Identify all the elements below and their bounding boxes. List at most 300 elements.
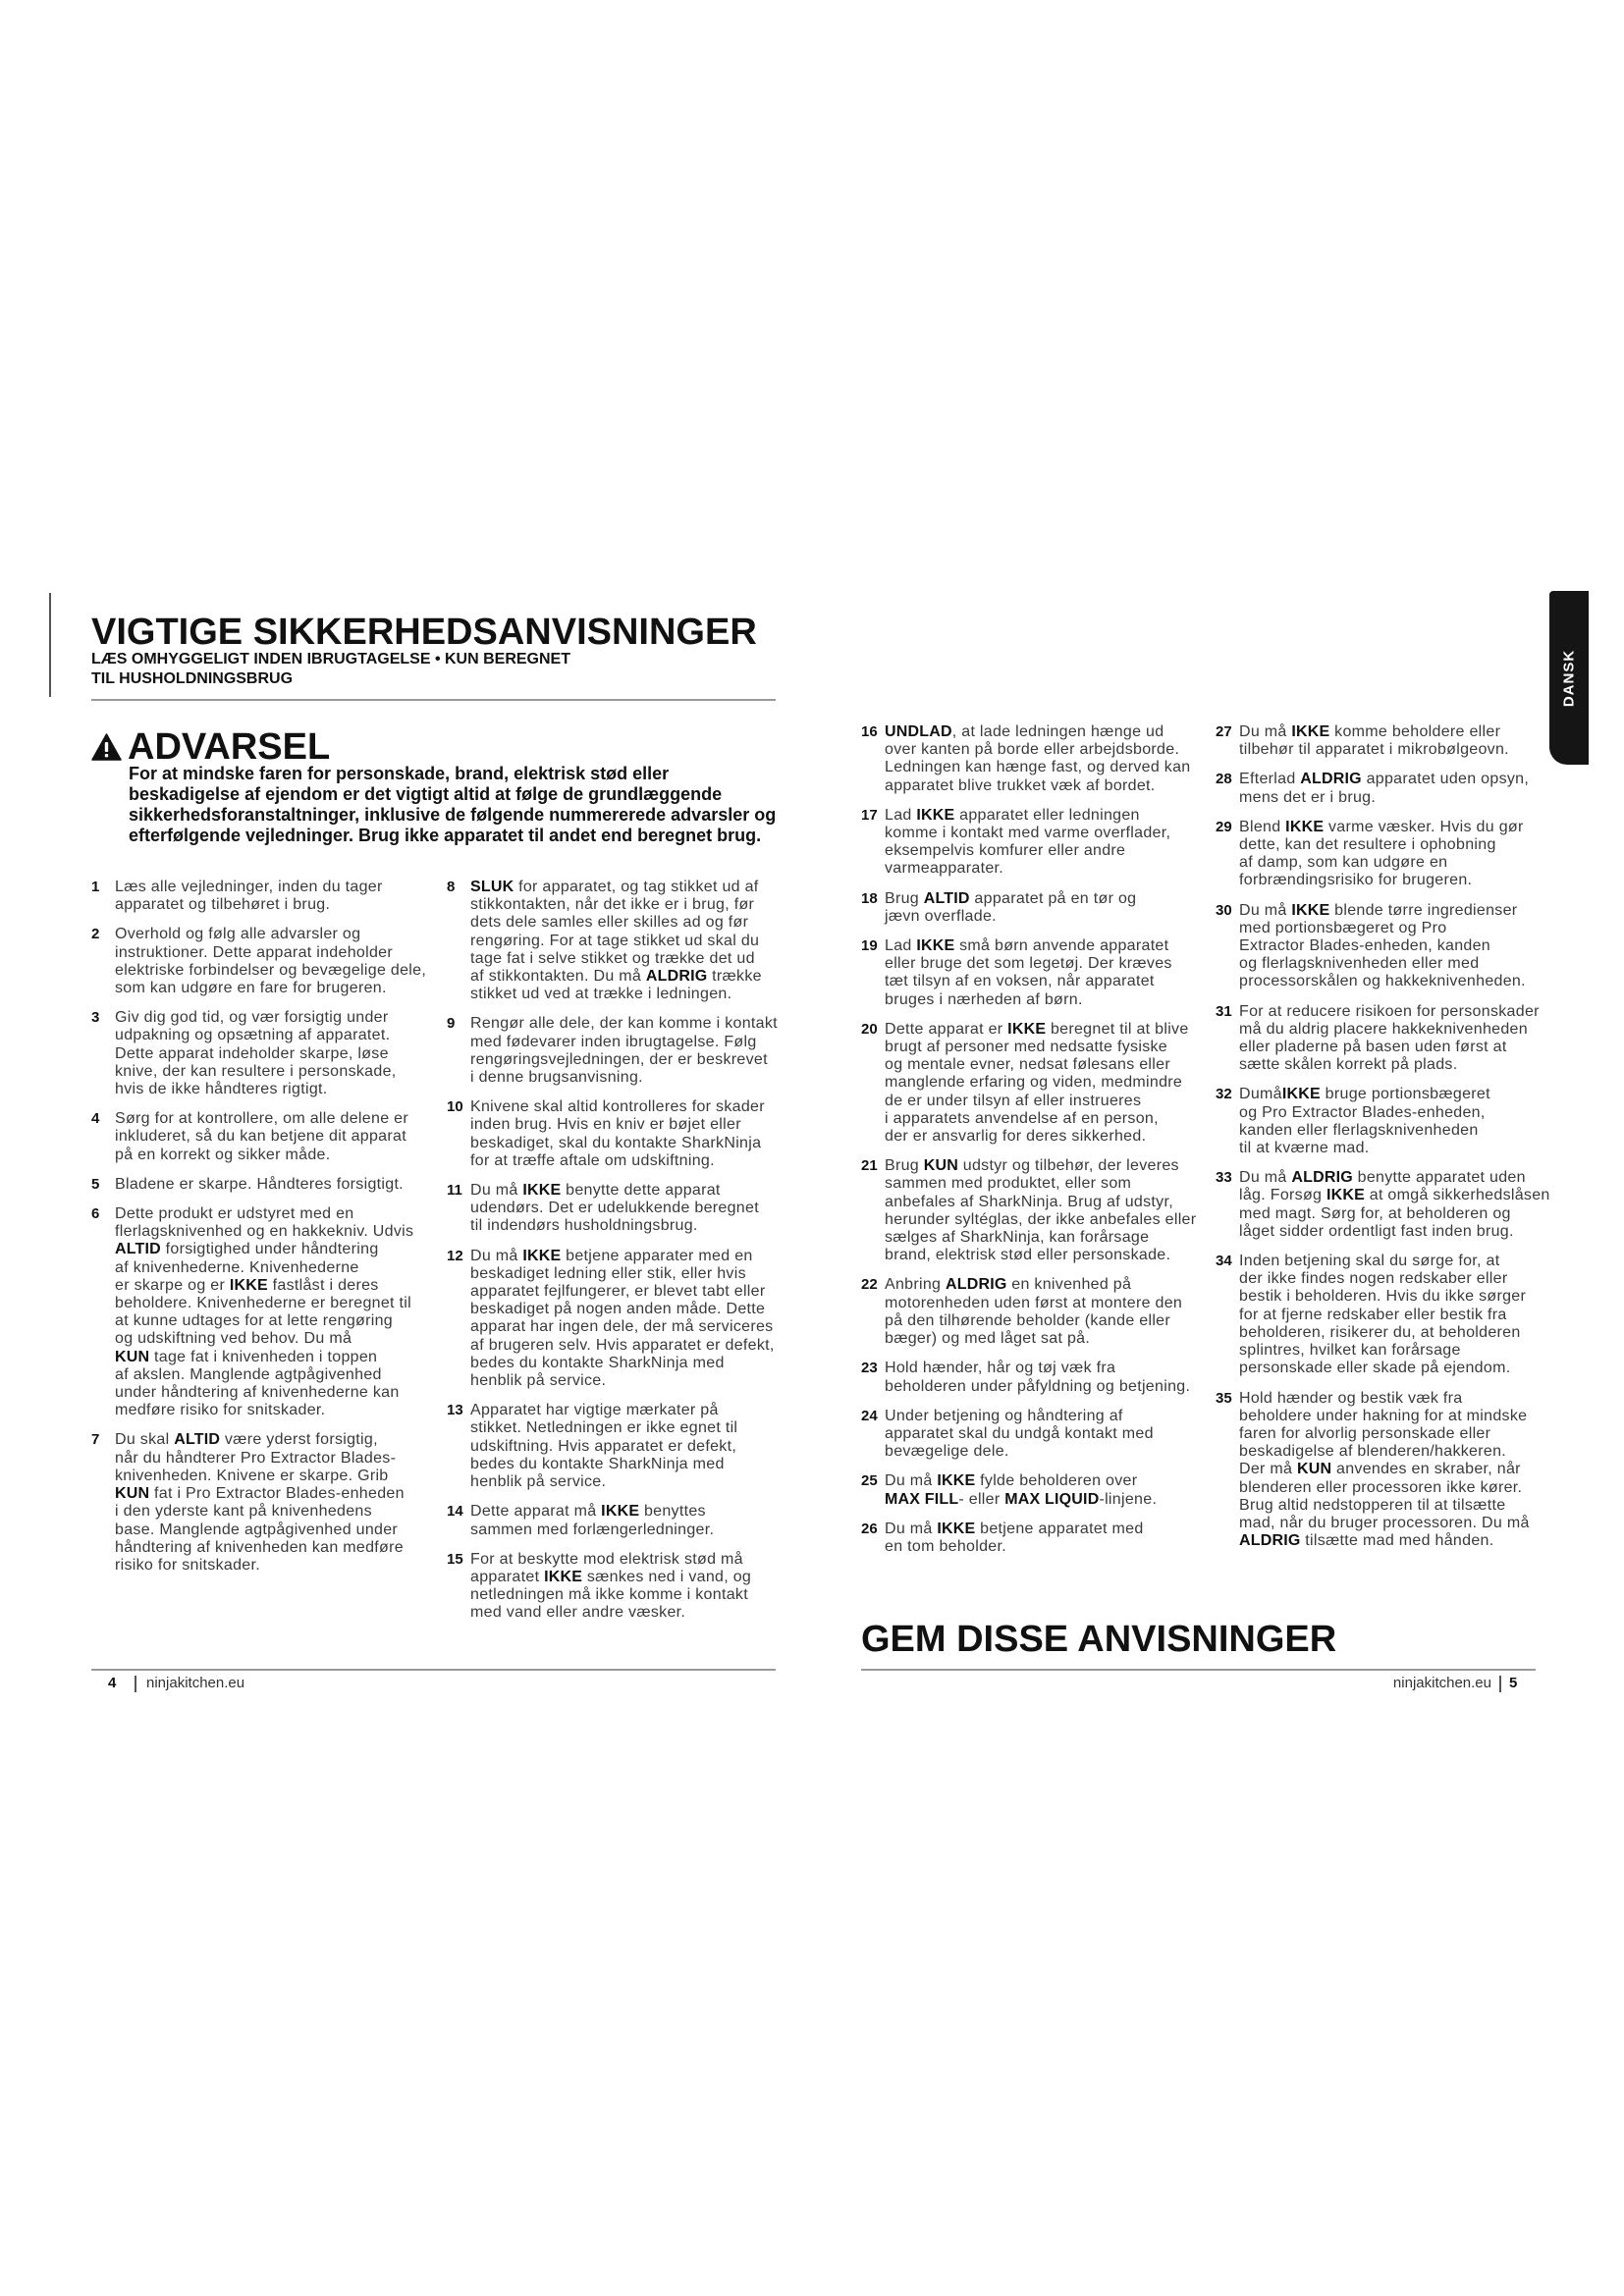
language-tab-label: DANSK <box>1560 649 1578 707</box>
item-line: Dette apparat må IKKE benyttes <box>470 1503 706 1521</box>
item-number: 3 <box>91 1009 100 1027</box>
item-line: Hold hænder, hår og tøj væk fra <box>885 1360 1116 1377</box>
emphasis-word: IKKE <box>522 1247 562 1264</box>
item-line: anbefales af SharkNinja. Brug af udstyr, <box>885 1193 1173 1210</box>
emphasis-word: IKKE <box>1285 818 1325 835</box>
emphasis-word: ALTID <box>923 889 970 907</box>
emphasis-word: ALTID <box>115 1241 161 1258</box>
item-line: brand, elektrisk stød eller personskade. <box>885 1247 1171 1264</box>
safety-item <box>1216 1169 1550 1241</box>
item-line: base. Manglende agtpågivenhed under <box>115 1521 399 1538</box>
emphasis-word: MAX LIQUID <box>1004 1490 1100 1508</box>
item-line: varmeapparater. <box>885 860 1004 878</box>
item-line: UNDLAD, at lade ledningen hænge ud <box>885 723 1164 740</box>
item-line: henblik på service. <box>470 1473 607 1491</box>
item-number: 1 <box>91 879 100 895</box>
page-number-left: 4 <box>108 1675 117 1691</box>
item-line: og flerlagsknivenheden eller med <box>1239 955 1480 973</box>
item-line: udskiftning. Hvis apparatet er defekt, <box>470 1437 737 1455</box>
item-line: Under betjening og håndtering af <box>885 1407 1123 1424</box>
safety-item <box>91 879 420 914</box>
item-line: Efterlad ALDRIG apparatet uden opsyn, <box>1239 771 1530 788</box>
item-number: 30 <box>1216 901 1232 919</box>
item-line: beskadiget, skal du kontakte SharkNinja <box>470 1134 762 1151</box>
item-line: Du må IKKE fylde beholderen over <box>885 1472 1138 1490</box>
safety-item <box>861 1408 1190 1462</box>
item-line: Blend IKKE varme væsker. Hvis du gør <box>1239 818 1524 835</box>
emphasis-word: KUN <box>115 1485 150 1503</box>
item-line: flerlagsknivenhed og en hakkekniv. Udvis <box>115 1223 414 1241</box>
item-text <box>115 1110 408 1164</box>
safety-item <box>91 1110 420 1164</box>
item-line: mens det er i brug. <box>1239 788 1377 806</box>
item-line: af akslen. Manglende agtpågivenhed <box>115 1365 382 1383</box>
emphasis-word: IKKE <box>601 1503 640 1521</box>
item-line: Dette apparat er IKKE beregnet til at blive <box>885 1020 1189 1038</box>
instructions-column-2 <box>447 879 776 1634</box>
item-number: 13 <box>447 1402 463 1419</box>
item-line: over kanten på borde eller arbejdsborde. <box>885 741 1180 759</box>
item-line: netledningen må ikke komme i kontakt <box>470 1586 748 1604</box>
page-title: VIGTIGE SIKKERHEDSANVISNINGER <box>91 612 757 653</box>
item-number: 16 <box>861 723 878 740</box>
warning-line: For at mindske faren for personskade, brand, elektrisk stød eller <box>129 764 670 783</box>
item-number: 11 <box>447 1182 462 1200</box>
item-line: bedes du kontakte SharkNinja med <box>470 1455 725 1472</box>
item-text <box>470 1551 751 1623</box>
item-line: inden brug. Hvis en kniv er bøjet eller <box>470 1116 741 1134</box>
item-text <box>470 879 762 1003</box>
warning-line: sikkerhedsforanstaltninger, inklusive de følgende nummererede advarsler og <box>129 805 777 825</box>
item-text <box>885 1521 1144 1556</box>
item-line: Brug KUN udstyr og tilbehør, der leveres <box>885 1157 1179 1175</box>
safety-item <box>447 1098 776 1170</box>
item-line: instruktioner. Dette apparat indeholder <box>115 943 393 961</box>
item-line: apparatet blive trukket væk af bordet. <box>885 776 1156 794</box>
item-line: bevægelige dele. <box>885 1443 1009 1461</box>
emphasis-word: UNDLAD <box>885 723 952 740</box>
item-text <box>1239 819 1524 890</box>
item-text <box>470 1503 714 1538</box>
item-line: med vand eller andre væsker. <box>470 1604 686 1622</box>
item-line: beskadiget ledning eller stik, eller hvis <box>470 1264 746 1282</box>
item-line: og udskiftning ved behov. Du må <box>115 1330 352 1348</box>
item-number: 17 <box>861 806 878 824</box>
item-number: 20 <box>861 1020 878 1038</box>
item-number: 7 <box>91 1431 100 1449</box>
item-line: komme i kontakt med varme overflader, <box>885 825 1171 842</box>
footer-divider-left <box>91 1669 776 1671</box>
emphasis-word: IKKE <box>1007 1020 1047 1038</box>
item-line: kanden eller flerlagsknivenheden <box>1239 1121 1479 1139</box>
item-number: 8 <box>447 879 456 895</box>
emphasis-word: IKKE <box>916 806 955 824</box>
item-line: og mentale evner, nedsat følesans eller <box>885 1056 1170 1074</box>
item-line: beskadiget på nogen anden måde. Dette <box>470 1301 766 1318</box>
item-line: låget sidder ordentligt fast inden brug. <box>1239 1222 1514 1240</box>
item-number: 9 <box>447 1015 456 1033</box>
emphasis-word: IKKE <box>937 1472 976 1490</box>
item-line: bæger) og med låget sat på. <box>885 1330 1091 1348</box>
safety-item <box>861 1472 1190 1508</box>
item-line: blenderen eller processoren ikke kører. <box>1239 1478 1523 1496</box>
item-line: hvis de ikke håndteres rigtigt. <box>115 1081 328 1098</box>
item-line: Lad IKKE apparatet eller ledningen <box>885 806 1140 824</box>
emphasis-word: IKKE <box>544 1568 583 1585</box>
item-line: og Pro Extractor Blades-enheden, <box>1239 1103 1486 1121</box>
safety-item <box>1216 771 1544 806</box>
item-text <box>1239 1390 1530 1551</box>
item-line: under håndtering af knivenhederne kan <box>115 1384 400 1402</box>
item-line: med fødevarer inden ibrugtagelse. Følg <box>470 1033 757 1050</box>
item-text <box>470 1248 775 1391</box>
safety-item <box>1216 819 1544 890</box>
item-line: apparatet IKKE sænkes ned i vand, og <box>470 1568 752 1585</box>
item-line: manglende erfaring og viden, medmindre <box>885 1074 1183 1092</box>
item-line: Overhold og følg alle advarsler og <box>115 926 361 943</box>
emphasis-word: IKKE <box>916 937 955 955</box>
item-text <box>1239 902 1526 991</box>
item-text <box>885 1408 1154 1462</box>
item-line: for at fjerne redskaber eller bestik fra <box>1239 1306 1507 1323</box>
item-line: på den tilhørende beholder (kande eller <box>885 1311 1170 1329</box>
warning-heading: ADVARSEL <box>128 726 331 768</box>
item-line: sælges af SharkNinja, kan forårsage <box>885 1229 1150 1247</box>
item-text <box>885 807 1170 879</box>
item-text <box>115 1009 397 1098</box>
item-line: låg. Forsøg IKKE at omgå sikkerhedslåsen <box>1239 1187 1550 1204</box>
emphasis-word: ALDRIG <box>946 1276 1007 1294</box>
item-text <box>1239 1086 1490 1157</box>
item-line: rengøring. For at tage stikket ud skal du <box>470 932 760 949</box>
item-line: eller bruge det som legetøj. Der kræves <box>885 955 1172 973</box>
item-line: når du håndterer Pro Extractor Blades- <box>115 1449 397 1467</box>
item-text <box>1239 1253 1526 1377</box>
instructions-column-3 <box>861 723 1197 1568</box>
item-line: bedes du kontakte SharkNinja med <box>470 1354 725 1371</box>
item-line: af damp, som kan udgøre en <box>1239 854 1448 872</box>
item-line: Dette apparat indeholder skarpe, løse <box>115 1044 389 1062</box>
item-text <box>115 879 383 914</box>
safety-item <box>447 1551 776 1623</box>
title-divider <box>91 699 776 701</box>
emphasis-word: IKKE <box>1291 723 1330 740</box>
item-text <box>470 1182 759 1236</box>
item-line: beholdere. Knivenhederne er beregnet til <box>115 1295 411 1312</box>
closing-heading: GEM DISSE ANVISNINGER <box>861 1619 1337 1660</box>
item-line: inkluderet, så du kan betjene dit apparat <box>115 1128 406 1146</box>
item-line: Apparatet har vigtige mærkater på <box>470 1402 719 1419</box>
footer-website-right: ninjakitchen.eu <box>1392 1675 1491 1691</box>
item-line: forbrændingsrisiko for brugeren. <box>1239 872 1473 889</box>
item-line: dette, kan det resultere i ophobning <box>1239 836 1496 854</box>
item-number: 18 <box>861 889 878 907</box>
item-text <box>1239 723 1509 759</box>
item-line: i denne brugsanvisning. <box>470 1069 643 1087</box>
item-line: Læs alle vejledninger, inden du tager <box>115 879 383 895</box>
emphasis-word: IKKE <box>937 1520 976 1537</box>
item-text <box>885 1157 1196 1264</box>
subtitle-line: TIL HUSHOLDNINGSBRUG <box>91 670 294 687</box>
emphasis-word: ALDRIG <box>1300 771 1362 788</box>
item-line: apparatet fejlfungerer, er blevet tabt eller <box>470 1283 766 1301</box>
safety-item <box>1216 902 1544 991</box>
item-number: 15 <box>447 1550 463 1568</box>
item-line: beskadigelse af blenderen/hakkeren. <box>1239 1443 1507 1461</box>
item-text <box>885 1276 1182 1348</box>
item-line: ALDRIG tilsætte mad med hånden. <box>1239 1532 1494 1550</box>
item-line: de er under tilsyn af eller instrueres <box>885 1092 1142 1109</box>
item-line: medføre risiko for snitskader. <box>115 1402 326 1419</box>
page-subtitle <box>91 650 570 689</box>
safety-item <box>91 1205 420 1419</box>
item-line: apparatet skal du undgå kontakt med <box>885 1424 1154 1442</box>
item-line: der ikke findes nogen redskaber eller <box>1239 1270 1508 1288</box>
item-number: 12 <box>447 1247 463 1264</box>
safety-item <box>447 1503 776 1538</box>
emphasis-word: IKKE <box>1281 1086 1321 1103</box>
item-line: der er ansvarlig for deres sikkerhed. <box>885 1128 1147 1146</box>
item-line: sammen med forlængerledninger. <box>470 1521 715 1538</box>
safety-item <box>861 1021 1190 1146</box>
safety-item <box>1216 1253 1544 1377</box>
item-line: Du må IKKE betjene apparatet med <box>885 1520 1144 1537</box>
safety-item <box>861 890 1190 926</box>
item-line: splintres, hvilket kan forårsage <box>1239 1342 1461 1360</box>
item-line: faren for alvorlig personskade eller <box>1239 1424 1491 1442</box>
item-line: Knivene skal altid kontrolleres for skader <box>470 1098 765 1116</box>
safety-item <box>1216 1003 1544 1075</box>
language-tab <box>1549 591 1589 765</box>
item-text <box>470 1098 765 1170</box>
item-line: elektriske forbindelser og bevægelige dele, <box>115 961 427 979</box>
item-number: 14 <box>447 1503 463 1521</box>
emphasis-word: ALTID <box>174 1431 221 1449</box>
item-line: knive, der kan resultere i personskade, <box>115 1062 397 1080</box>
item-line: motorenheden uden først at montere den <box>885 1294 1183 1311</box>
safety-item <box>861 1521 1190 1556</box>
item-line: Hold hænder og bestik væk fra <box>1239 1389 1463 1407</box>
item-line: knivenheden. Knivene er skarpe. Grib <box>115 1467 389 1484</box>
safety-item <box>861 807 1190 879</box>
item-line: Du må ALDRIG benytte apparatet uden <box>1239 1169 1526 1187</box>
emphasis-word: MAX FILL <box>885 1490 959 1508</box>
item-line: beholderen under påfyldning og betjening. <box>885 1377 1191 1395</box>
item-line: ALTID forsigtighed under håndtering <box>115 1241 379 1258</box>
item-line: mad, når du bruger processoren. Du må <box>1239 1514 1530 1531</box>
item-line: med portionsbægeret og Pro <box>1239 919 1447 936</box>
footer-website-left: ninjakitchen.eu <box>146 1675 245 1691</box>
item-line: dets dele samles eller skilles ad og før <box>470 914 749 932</box>
item-line: eller pladerne på basen uden først at <box>1239 1039 1507 1056</box>
item-number: 21 <box>861 1157 878 1175</box>
item-line: i apparatets anvendelse af en person, <box>885 1109 1159 1127</box>
item-number: 23 <box>861 1360 878 1377</box>
emphasis-word: SLUK <box>470 879 514 895</box>
item-text <box>115 1205 413 1419</box>
item-line: er skarpe og er IKKE fastlåst i deres <box>115 1276 379 1294</box>
item-line: udendørs. Det er udelukkende beregnet <box>470 1200 759 1217</box>
item-text <box>1239 1169 1550 1241</box>
item-line: Du må IKKE komme beholdere eller <box>1239 723 1501 740</box>
emphasis-word: ALDRIG <box>1291 1169 1353 1187</box>
item-line: Du må IKKE betjene apparater med en <box>470 1247 753 1264</box>
item-line: af stikkontakten. Du må ALDRIG trække <box>470 968 762 986</box>
warning-triangle-icon <box>91 733 122 761</box>
item-line: sammen med produktet, eller som <box>885 1175 1132 1193</box>
item-number: 5 <box>91 1175 100 1193</box>
instructions-column-4 <box>1216 723 1550 1562</box>
item-line: Bladene er skarpe. Håndteres forsigtigt. <box>115 1175 404 1193</box>
footer-divider-right <box>861 1669 1536 1671</box>
item-line: rengøringsvejledningen, der er beskrevet <box>470 1050 768 1068</box>
item-line: tæt tilsyn af en voksen, når apparatet <box>885 973 1155 990</box>
item-text <box>470 1402 737 1491</box>
item-line: apparat har ingen dele, der må serviceres <box>470 1318 774 1336</box>
page-number-right: 5 <box>1509 1675 1518 1691</box>
instructions-column-1 <box>91 879 427 1586</box>
item-line: jævn overflade. <box>885 907 997 925</box>
emphasis-word: KUN <box>1297 1461 1332 1478</box>
item-number: 19 <box>861 937 878 955</box>
item-line: processorskålen og hakkeknivenheden. <box>1239 973 1526 990</box>
item-number: 24 <box>861 1407 878 1424</box>
safety-item <box>861 1360 1190 1395</box>
item-line: DumåIKKE bruge portionsbægeret <box>1239 1086 1490 1103</box>
safety-item <box>91 926 427 997</box>
item-number: 31 <box>1216 1002 1232 1020</box>
item-line: stikket ud ved at trække i ledningen. <box>470 986 732 1003</box>
emphasis-word: IKKE <box>522 1182 562 1200</box>
item-text <box>885 890 1136 926</box>
safety-item <box>861 1276 1190 1348</box>
item-text <box>885 937 1172 1009</box>
safety-item <box>447 1015 776 1087</box>
item-line: af knivenhederne. Knivenhederne <box>115 1258 359 1276</box>
item-line: må du aldrig placere hakkeknivenheden <box>1239 1020 1528 1038</box>
item-number: 27 <box>1216 723 1232 740</box>
item-line: eksempelvis komfurer eller andre <box>885 842 1126 860</box>
item-number: 26 <box>861 1520 878 1537</box>
item-text <box>470 1015 778 1087</box>
item-line: til at kværne mad. <box>1239 1140 1370 1157</box>
item-number: 6 <box>91 1205 100 1223</box>
item-line: herunder syltéglas, der ikke anbefales eller <box>885 1210 1197 1228</box>
emphasis-word: KUN <box>923 1157 959 1175</box>
item-line: Der må KUN anvendes en skraber, når <box>1239 1461 1521 1478</box>
item-line: KUN tage fat i knivenheden i toppen <box>115 1348 378 1365</box>
item-number: 2 <box>91 926 100 943</box>
item-text <box>885 1021 1189 1146</box>
item-number: 34 <box>1216 1253 1232 1270</box>
item-line: Du må IKKE blende tørre ingredienser <box>1239 901 1518 919</box>
item-line: MAX FILL- eller MAX LIQUID-linjene. <box>885 1490 1158 1508</box>
safety-item <box>861 1157 1197 1264</box>
item-line: Du skal ALTID være yderst forsigtig, <box>115 1431 378 1449</box>
item-line: en tom beholder. <box>885 1537 1006 1555</box>
item-line: SLUK for apparatet, og tag stikket ud af <box>470 879 759 895</box>
item-line: Ledningen kan hænge fast, og derved kan <box>885 759 1191 776</box>
safety-item <box>447 1402 776 1491</box>
safety-item <box>861 723 1190 795</box>
item-line: for at træffe aftale om udskiftning. <box>470 1151 715 1169</box>
item-line: For at reducere risikoen for personskader <box>1239 1002 1540 1020</box>
item-number: 28 <box>1216 771 1232 788</box>
item-line: tilbehør til apparatet i mikrobølgeovn. <box>1239 741 1509 759</box>
safety-item <box>1216 723 1544 759</box>
item-line: For at beskytte mod elektrisk stød må <box>470 1550 743 1568</box>
item-text <box>115 926 426 997</box>
emphasis-word: ALDRIG <box>645 968 708 986</box>
emphasis-word: ALDRIG <box>1239 1532 1301 1550</box>
safety-item <box>447 1248 776 1391</box>
item-line: beholdere under hakning for at mindske <box>1239 1407 1528 1424</box>
item-line: brugt af personer med nedsatte fysiske <box>885 1039 1167 1056</box>
item-text <box>1239 771 1529 806</box>
warning-line: beskadigelse af ejendom er det vigtigt altid at følge de grundlæggende <box>129 784 723 804</box>
emphasis-word: KUN <box>115 1348 150 1365</box>
item-line: Brug ALTID apparatet på en tør og <box>885 889 1137 907</box>
safety-item <box>447 879 776 1003</box>
warning-line: efterfølgende vejledninger. Brug ikke apparatet til andet end beregnet brug. <box>129 826 762 845</box>
item-line: sætte skålen korrekt på plads. <box>1239 1056 1458 1074</box>
safety-item <box>447 1182 776 1236</box>
item-number: 22 <box>861 1276 878 1294</box>
item-text <box>1239 1003 1540 1075</box>
item-number: 32 <box>1216 1086 1232 1103</box>
item-line: bestik i beholderen. Hvis du ikke sørger <box>1239 1288 1527 1306</box>
item-line: udpakning og opsætning af apparatet. <box>115 1027 391 1044</box>
item-line: at kunne udtages for at lette rengøring <box>115 1312 393 1330</box>
item-line: Dette produkt er udstyret med en <box>115 1205 354 1223</box>
item-line: af brugeren selv. Hvis apparatet er defekt, <box>470 1336 775 1354</box>
emphasis-word: IKKE <box>1291 901 1330 919</box>
page-edge-line <box>49 593 51 697</box>
item-line: tage fat i selve stikket og trække det ud <box>470 949 755 967</box>
item-line: KUN fat i Pro Extractor Blades-enheden <box>115 1485 405 1503</box>
footer-separator <box>135 1676 136 1692</box>
item-line: Sørg for at kontrollere, om alle delene er <box>115 1110 408 1128</box>
item-line: i den yderste kant på knivenhedens <box>115 1503 372 1521</box>
item-text <box>885 723 1190 795</box>
item-text <box>115 1176 404 1194</box>
item-number: 25 <box>861 1472 878 1490</box>
safety-item <box>1216 1086 1544 1157</box>
item-text <box>115 1431 405 1575</box>
safety-item <box>91 1009 420 1098</box>
item-text <box>885 1360 1190 1395</box>
item-number: 4 <box>91 1110 100 1128</box>
item-text <box>885 1472 1157 1508</box>
item-line: Extractor Blades-enheden, kanden <box>1239 937 1490 955</box>
item-number: 33 <box>1216 1169 1232 1187</box>
warning-paragraph <box>129 764 776 846</box>
item-line: bruges i nærheden af børn. <box>885 990 1083 1008</box>
emphasis-word: IKKE <box>1326 1187 1365 1204</box>
footer-separator <box>1499 1676 1501 1692</box>
item-line: personskade eller skade på ejendom. <box>1239 1360 1511 1377</box>
subtitle-line: LÆS OMHYGGELIGT INDEN IBRUGTAGELSE • KUN BEREGNET <box>91 651 570 667</box>
safety-item <box>861 937 1190 1009</box>
item-number: 35 <box>1216 1389 1232 1407</box>
item-line: stikket. Netledningen er ikke egnet til <box>470 1419 738 1437</box>
safety-item <box>1216 1390 1544 1551</box>
item-line: Brug altid nedstopperen til at tilsætte <box>1239 1496 1506 1514</box>
item-line: Lad IKKE små børn anvende apparatet <box>885 937 1169 955</box>
item-line: stikkontakten, når det ikke er i brug, før <box>470 896 755 914</box>
item-number: 29 <box>1216 818 1232 835</box>
item-line: til indendørs husholdningsbrug. <box>470 1217 698 1235</box>
